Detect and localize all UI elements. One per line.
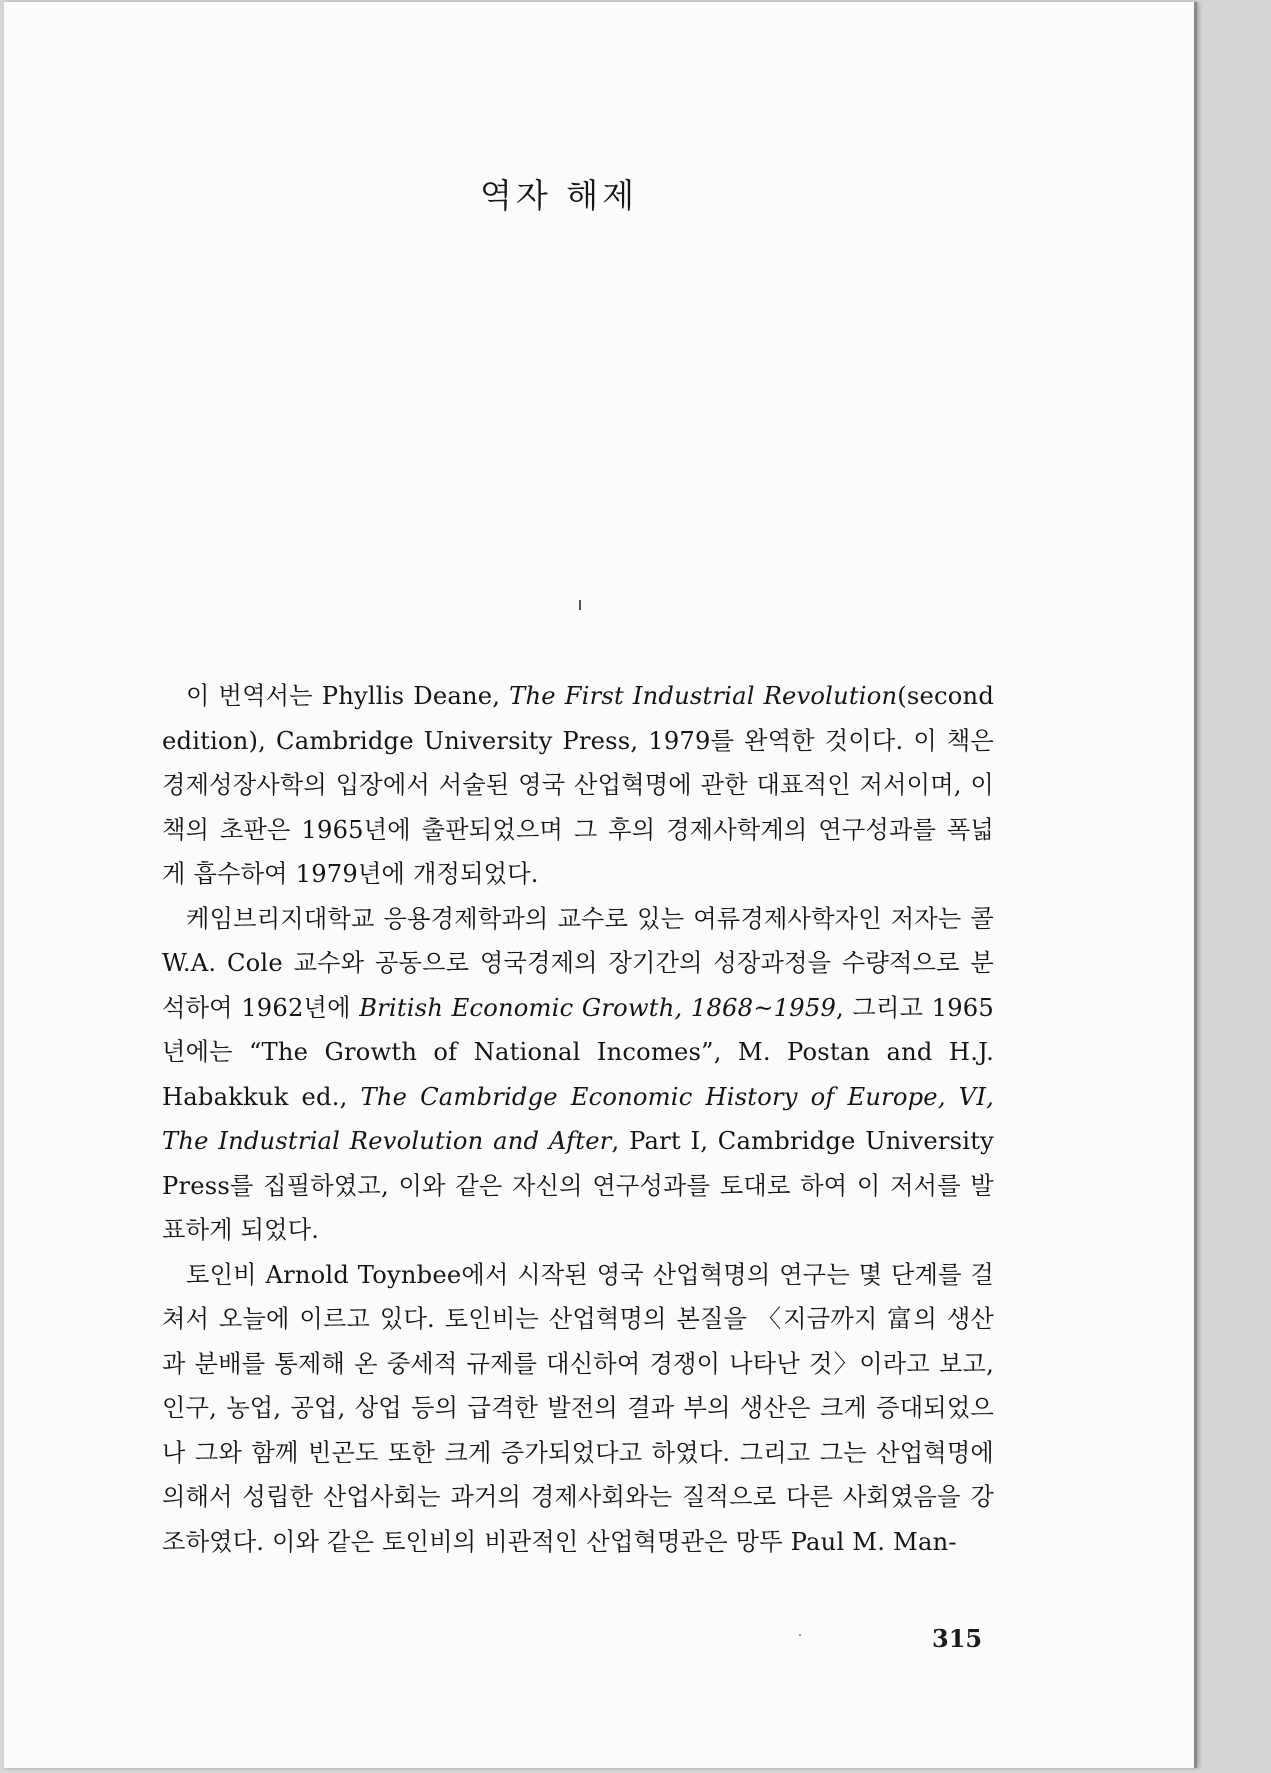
scan-speck — [579, 600, 581, 610]
paragraph-2 — [162, 897, 994, 1253]
book-title: British Economic Growth, 1868~1959 — [359, 993, 837, 1022]
book-title: The Cambridge Economic History of Europe, VI, The Industrial Revolution and After — [162, 1082, 994, 1155]
paragraph-text: (second edition), Cambridge University Press, 1979를 완역한 것이다. 이 책은 경제성장사학의 입장에서 서술된 영국 산업혁명에 관한 대표적인 저서이며, 이 책의 초판은 1965년에 출판되었으며 그 후의 경제사학계의 연구성과를 폭넓게 흡수하여 1979년에 개정되었다. — [162, 682, 994, 888]
page-number: 315 — [932, 1624, 983, 1653]
paragraph-text: 케임브리지대학교 응용경제학과의 교수로 있는 여류경제사학자인 저자는 콜 W.A. Cole 교수와 공동으로 영국경제의 장기간의 성장과정을 수량적으로 분석하여 1962년에 — [162, 904, 994, 1022]
book-title: The First Industrial Revolution — [509, 682, 898, 710]
paragraph-1 — [162, 674, 994, 897]
document-page — [4, 2, 1197, 1768]
paragraph-text: 이 번역서는 Phyllis Deane, — [186, 682, 510, 710]
scan-speck — [799, 1634, 801, 1636]
paragraph-text: 토인비 Arnold Toynbee에서 시작된 영국 산업혁명의 연구는 몇 단계를 걸쳐서 오늘에 이르고 있다. 토인비는 산업혁명의 본질을 〈지금까지 富의 생산과 분배를 통제해 온 중세적 규제를 대신하여 경쟁이 나타난 것〉이라고 보고, 인구, 농업, 공업, 상업 등의 급격한 발전의 결과 부의 생산은 크게 증대되었으나 그와 함께 빈곤도 또한 크게 증가되었다고 하였다. 그리고 그는 산업혁명에 의해서 성립한 산업사회는 과거의 경제사회와는 질적으로 다른 사회였음을 강조하였다. 이와 같은 토인비의 비관적인 산업혁명관은 망뚜 Paul M. Man- — [162, 1260, 994, 1556]
paragraph-text: , 그리고 1965년에는 “The Growth of National Incomes”, M. Postan and H.J. Habakkuk ed., — [162, 993, 994, 1111]
body-text — [162, 674, 994, 1564]
paragraph-text: , Part I, Cambridge University Press를 집필하였고, 이와 같은 자신의 연구성과를 토대로 하여 이 저서를 발표하게 되었다. — [162, 1127, 994, 1244]
page-title: 역자 해제 — [479, 176, 638, 215]
paragraph-3 — [162, 1253, 994, 1565]
